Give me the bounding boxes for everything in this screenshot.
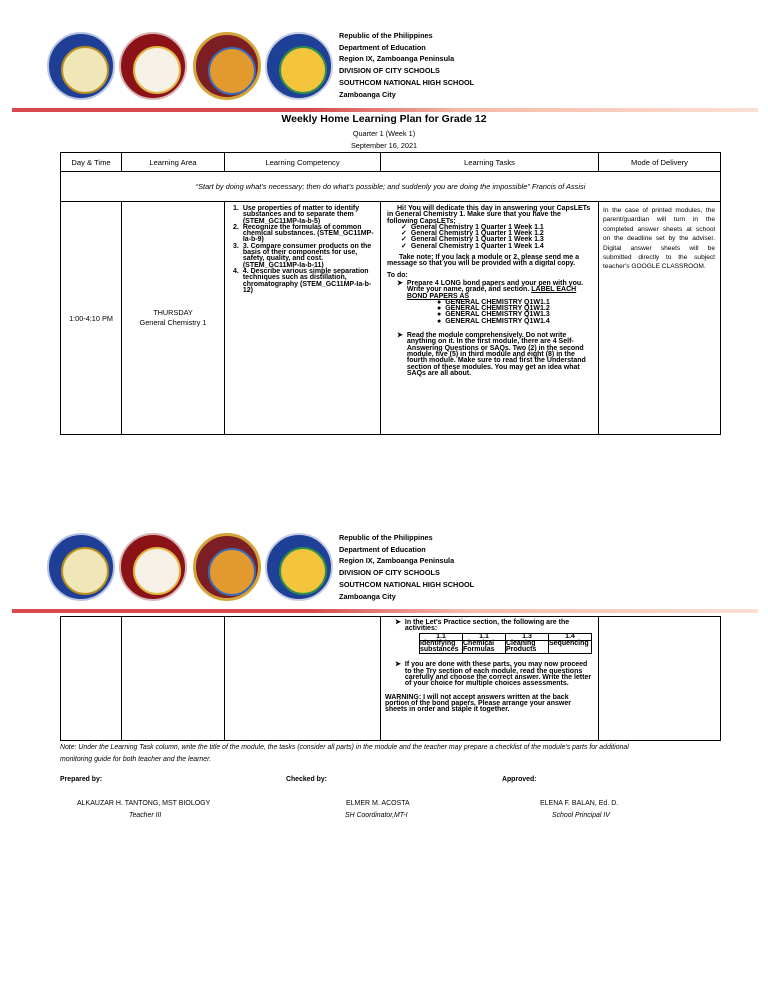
tasks-todo: To do: — [387, 271, 408, 279]
task-step: ➤ If you are done with these parts, you may now proceed to the Try section of each module, read the questions carefully and choose the correct answer. Write the letter of your choice for multiple choices assessments. — [395, 661, 592, 688]
checked-label: Checked by: — [286, 776, 327, 783]
caps-item: ✓ General Chemistry 1 Quarter 1 Week 1.1 — [401, 223, 544, 231]
label-item: ● GENERAL CHEMISTRY Q1W1.3 — [437, 311, 550, 319]
school-seal-icon — [265, 533, 333, 601]
caps-item: ✓ General Chemistry 1 Quarter 1 Week 1.2 — [401, 230, 544, 238]
deped-region-seal-icon — [193, 533, 261, 601]
checked-name: ELMER M. ACOSTA — [346, 800, 410, 807]
deped-region-seal-icon — [193, 32, 261, 100]
delivery-cell: In the case of printed modules, the parent/guardian will turn in the completed answer sheets at school on the deadline set by the adviser. Digital answer sheets will be submitted directly to the subject teacher's GOOGLE CLASSROOM. — [599, 202, 721, 435]
letterhead: Republic of the Philippines Department of Education Region IX, Zamboanga Peninsula DIVISION OF CITY SCHOOLS SOUTHCOM NATIONAL HIGH SCHOOL Zamboanga City — [339, 533, 475, 601]
school-seal-icon — [265, 32, 333, 100]
header-rule — [12, 609, 758, 613]
area-label: General Chemistry 1 — [139, 318, 207, 327]
approved-name: ELENA F. BALAN, Ed. D. — [540, 800, 619, 807]
header-rule — [12, 108, 758, 112]
competency-item: 3. 3. Compare consumer products on the basis of their components for use, safety, quality, and cost. (STEM_GC11MP-Ia-b-11) — [233, 242, 372, 269]
caps-item: ✓ General Chemistry 1 Quarter 1 Week 1.4 — [401, 242, 544, 250]
prepared-role: Teacher III — [129, 812, 162, 819]
prepared-name: ALKAUZAR H. TANTONG, MST BIOLOGY — [77, 800, 211, 807]
label-item: ● GENERAL CHEMISTRY Q1W1.2 — [437, 305, 550, 313]
task-step: ➤ Read the module comprehensively. Do not write anything on it. In the first module, there are 4 Self-Answering Questions or SAQs. Two (2) in the second module, five (5) in third module and eight (8) in the fourth module. Make sure to read first the Understand section of these modules. You may get an idea what SAQs are all about. — [397, 332, 586, 377]
learning-plan-table — [60, 152, 721, 435]
practice-table: 1.1 1.1 1.3 1.4 Identifying substances Chemical Formulas Cleaning Products Sequencing — [419, 633, 592, 655]
caps-item: ✓ General Chemistry 1 Quarter 1 Week 1.3 — [401, 236, 544, 244]
task-step: ➤ Prepare 4 LONG bond papers and your pen with you. Write your name, grade, and section. LABEL EACH BOND PAPERS AS — [397, 279, 584, 300]
learning-plan-table-continued — [60, 616, 721, 741]
dot-bullet-icon: ● — [437, 298, 442, 306]
arrow-bullet-icon: ➤ — [397, 332, 403, 340]
day-label: THURSDAY — [153, 308, 193, 317]
deped-seal-icon — [47, 533, 115, 601]
label-item: ● GENERAL CHEMISTRY Q1W1.1 — [437, 298, 550, 306]
task-step: ➤ In the Let's Practice section, the following are the activities: — [395, 619, 570, 633]
date-label: September 16, 2021 — [350, 141, 418, 150]
tasks-note: Take note: If you lack a module or 2, please send me a message so that you will be provided with a digital copy. — [387, 254, 579, 268]
header-learning-tasks: Learning Tasks — [381, 153, 599, 172]
check-icon: ✓ — [401, 223, 407, 231]
tasks-cell-continued — [381, 617, 599, 741]
quarter-label: Quarter 1 (Week 1) — [352, 129, 416, 138]
header-learning-area: Learning Area — [122, 153, 225, 172]
checked-role: SH Coordinator,MT-I — [345, 812, 408, 819]
page-1 — [0, 0, 768, 500]
time-cell: 1:00-4:10 PM — [61, 202, 122, 435]
warning-text: WARNING: I will not accept answers written at the back portion of the bond papers. Please arrange your answer sheets in order and staple it together. — [385, 693, 571, 714]
approved-label: Approved: — [502, 776, 537, 783]
header-day-time: Day & Time — [61, 153, 122, 172]
competency-item: 4. 4. Describe various simple separation techniques such as distillation, chromatography (STEM_GC11MP-Ia-b-12) — [233, 267, 372, 294]
prepared-label: Prepared by: — [60, 776, 103, 783]
check-icon: ✓ — [401, 236, 407, 244]
republic-seal-icon — [119, 533, 187, 601]
page-title: Weekly Home Learning Plan for Grade 12 — [281, 113, 487, 125]
competency-item: 1. Use properties of matter to identify substances and to separate them (STEM_GC11MP-Ia-b-5) — [233, 205, 360, 225]
republic-seal-icon — [119, 32, 187, 100]
tasks-cell — [381, 202, 599, 435]
arrow-bullet-icon: ➤ — [397, 279, 403, 287]
arrow-bullet-icon: ➤ — [395, 661, 401, 669]
competency-item: 2. Recognize the formulas of common chemical substances. (STEM_GC11MP-Ia-b-9) — [233, 223, 374, 244]
quote: “Start by doing what’s necessary; then do what’s possible; and suddenly you are doing the impossible” Francis of Assisi — [61, 172, 721, 202]
header-learning-competency: Learning Competency — [225, 153, 381, 172]
label-item: ● GENERAL CHEMISTRY Q1W1.4 — [437, 317, 550, 325]
dot-bullet-icon: ● — [437, 311, 442, 319]
dot-bullet-icon: ● — [437, 317, 442, 325]
page-2 — [0, 500, 768, 1006]
arrow-bullet-icon: ➤ — [395, 619, 401, 626]
competency-cell — [225, 202, 381, 435]
approved-role: School Principal IV — [552, 812, 610, 819]
area-cell — [122, 202, 225, 435]
letterhead: Republic of the Philippines Department of Education Region IX, Zamboanga Peninsula DIVISION OF CITY SCHOOLS SOUTHCOM NATIONAL HIGH SCHOOL Zamboanga City — [339, 31, 475, 99]
check-icon: ✓ — [401, 230, 407, 238]
deped-seal-icon — [47, 32, 115, 100]
tasks-intro: Hi! You will dedicate this day in answering your CapsLETs in General Chemistry 1. Make sure that you have the following CapsLETs; — [387, 205, 591, 225]
footnote: Note: Under the Learning Task column, write the title of the module, the tasks (consider all parts) in the module and the teacher may prepare a checklist of the module’s parts for additional monitoring guide for both teacher and the learner. — [60, 744, 629, 763]
dot-bullet-icon: ● — [437, 305, 442, 313]
check-icon: ✓ — [401, 242, 407, 250]
header-mode-delivery: Mode of Delivery — [599, 153, 721, 172]
